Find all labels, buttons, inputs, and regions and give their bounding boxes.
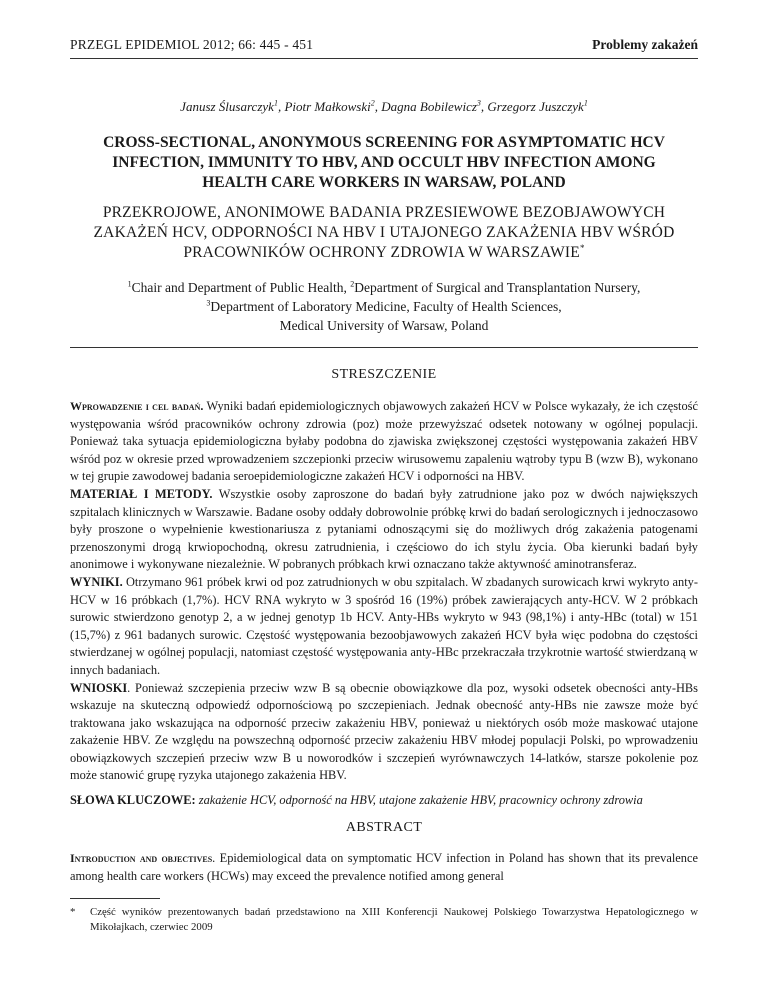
keywords — [70, 793, 698, 808]
affiliation-line-1 — [70, 278, 698, 297]
affiliation-line-3: Medical University of Warsaw, Poland — [279, 318, 489, 333]
abstract-body — [70, 850, 698, 885]
paragraph-label: MATERIAŁ I METODY. — [70, 486, 213, 501]
journal-citation: PRZEGL EPIDEMIOL 2012; 66: 445 - 451 — [70, 37, 314, 52]
title-polish — [70, 203, 698, 263]
title-polish-line: PRZEKROJOWE, ANONIMOWE BADANIA PRZESIEWOWE BEZOBJAWOWYCH — [102, 204, 666, 221]
author-affiliation-mark: 3 — [476, 98, 481, 108]
title-polish-line: PRACOWNIKÓW OCHRONY ZDROWIA W WARSZAWIE — [183, 244, 580, 261]
author-affiliation-mark: 1 — [583, 98, 588, 108]
paragraph-label: WYNIKI. — [70, 574, 123, 589]
paragraph-text: Wyniki badań epidemiologicznych objawowych zakażeń HCV w Polsce wykazały, że ich częstość występowania wśród pracowników ochrony zdrowia (poz) może przewyższać odsetek notowany w ogólnej populacji. Ponieważ taka sytuacja epidemiologiczna byłaby podobna do zjawiska zwiększonej częstości występowania zakażeń HBV wśród poz w okresie przed wprowadzeniem szczepionki przeciw wirusowemu zapaleniu wątroby typu B (wzw B), wykonano w tej grupie zawodowej badania seroepidemiologiczne zakażeń HCV i odporności na HBV. — [70, 399, 698, 484]
title-polish-line: ZAKAŻEŃ HCV, ODPORNOŚCI NA HBV I UTAJONEGO ZAKAŻENIA HBV WŚRÓD — [93, 224, 675, 241]
title-english — [70, 133, 698, 193]
paragraph-text: Otrzymano 961 próbek krwi od poz zatrudnionych w obu szpitalach. W zbadanych surowicach krwi wykryto anty-HCV w 16 próbkach (1,7%). HCV RNA wykryto w 3 spośród 16 (19%) próbek zawierających anty-HCV. W 2 próbkach surowic stwierdzono genotyp 2, a w jednej genotyp 1b HCV. Anty-HBs wykryto w 943 (98,1%) i anty-HBc (total) w 151 (15,7%) z 961 badanych surowic. Częstość występowania bezoobjawowych zakażeń HCV była więc podobna do częstości stwierdzanej w ogólnej populacji, natomiast częstość występowania anty-HBc przekraczała trzykrotnie wartość stwierdzaną w innych badaniach. — [70, 574, 698, 677]
author-list — [70, 99, 698, 115]
paragraph-text: . Ponieważ szczepienia przeciw wzw B są obecnie obowiązkowe dla poz, wysoki odsetek obecności anty-HBs wskazuje na skuteczną odpowiedź odpornościową po szczepieniach. Jednak obecność anty-HBs nie zawsze może być traktowana jako wskazująca na odporność przeciw zakażeniu HBV, ponieważ u niektórych osób może maskować utajone zakażenie HBV. Ze względu na powszechną odporność przeciw zakażeniu HBV młodej populacji Polski, po wprowadzeniu obowiązkowych szczepień przeciw wzw B u noworodków i szczepień wyrównawczych 14-latków, starsze pokolenie poz może stanowić grupę ryzyka utajonego zakażenia HBV. — [70, 680, 698, 783]
paragraph-label: Wprowadzenie i cel badań. — [70, 399, 204, 413]
streszczenie-body — [70, 398, 698, 785]
author-name: Janusz Ślusarczyk — [180, 99, 274, 114]
abstract-label: Introduction and objectives — [70, 851, 213, 865]
author-name: Dagna Bobilewicz — [381, 99, 477, 114]
keywords-list: zakażenie HCV, odporność na HBV, utajone zakażenie HBV, pracownicy ochrony zdrowia — [195, 793, 643, 807]
title-footnote-mark: * — [579, 242, 585, 253]
author-separator: , — [480, 99, 488, 114]
affiliation-number: 1 — [127, 279, 132, 289]
streszczenie-paragraph — [70, 680, 698, 786]
author-separator: , — [374, 99, 382, 114]
title-english-line: HEALTH CARE WORKERS IN WARSAW, POLAND — [202, 174, 566, 191]
title-english-line: INFECTION, IMMUNITY TO HBV, AND OCCULT HBV INFECTION AMONG — [112, 154, 656, 171]
affiliations — [70, 278, 698, 335]
affiliation-number: 3 — [206, 298, 211, 308]
section-label: Problemy zakażeń — [592, 37, 698, 52]
author-name: Piotr Małkowski — [284, 99, 371, 114]
affiliation-line-2 — [70, 297, 698, 316]
abstract-text: . Epidemiological data on symptomatic HCV infection in Poland has shown that its prevalence among health care workers (HCWs) may exceed the prevalence notified among general — [70, 851, 698, 883]
title-polish-last-line — [70, 243, 698, 263]
affiliation-text: Chair and Department of Public Health, — [131, 280, 351, 295]
abstract-heading: ABSTRACT — [345, 820, 423, 835]
streszczenie-paragraph — [70, 398, 698, 486]
footnote-text: Część wyników prezentowanych badań przedstawiono na XIII Konferencji Naukowej Polskiego Towarzystwa Hepatologicznego w Mikołajkach, czerwiec 2009 — [90, 906, 698, 933]
streszczenie-paragraph — [70, 574, 698, 680]
keywords-label: SŁOWA KLUCZOWE: — [70, 793, 196, 807]
affiliation-number: 2 — [350, 279, 355, 289]
header-rule — [70, 58, 698, 59]
footnote-rule — [70, 898, 160, 899]
author-affiliation-mark: 2 — [370, 98, 375, 108]
author-name: Grzegorz Juszczyk — [487, 99, 584, 114]
section-rule — [70, 347, 698, 348]
footnote — [70, 905, 698, 935]
author-affiliation-mark: 1 — [273, 98, 278, 108]
affiliation-text: Department of Surgical and Transplantation Nursery, — [354, 280, 641, 295]
streszczenie-heading: STRESZCZENIE — [331, 367, 437, 382]
paragraph-text: Wszystkie osoby zaproszone do badań były zatrudnione jako poz w dwóch największych szpitalach klinicznych w Warszawie. Badane osoby oddały dobrowolnie próbkę krwi do badań serologicznych i jednoczasowo były proszone o wypełnienie kwestionariusza z pytaniami odnoszącymi się do możliwych dróg zakażenia patogenami przenoszonymi drogą krwiopochodną, okresu zatrudnienia, i częściowo do ich stylu życia. Oba kierunki badań były anonimowe i wykonywane niezależnie. W pobranych próbkach krwi oznaczano także aktywność aminotransferaz. — [70, 486, 698, 572]
affiliation-text: Department of Laboratory Medicine, Faculty of Health Sciences, — [210, 299, 562, 314]
author-separator: , — [277, 99, 285, 114]
title-english-line: CROSS-SECTIONAL, ANONYMOUS SCREENING FOR ASYMPTOMATIC HCV — [103, 134, 665, 151]
streszczenie-paragraph — [70, 486, 698, 574]
paragraph-label: WNIOSKI — [70, 680, 128, 695]
footnote-mark: * — [70, 906, 76, 918]
